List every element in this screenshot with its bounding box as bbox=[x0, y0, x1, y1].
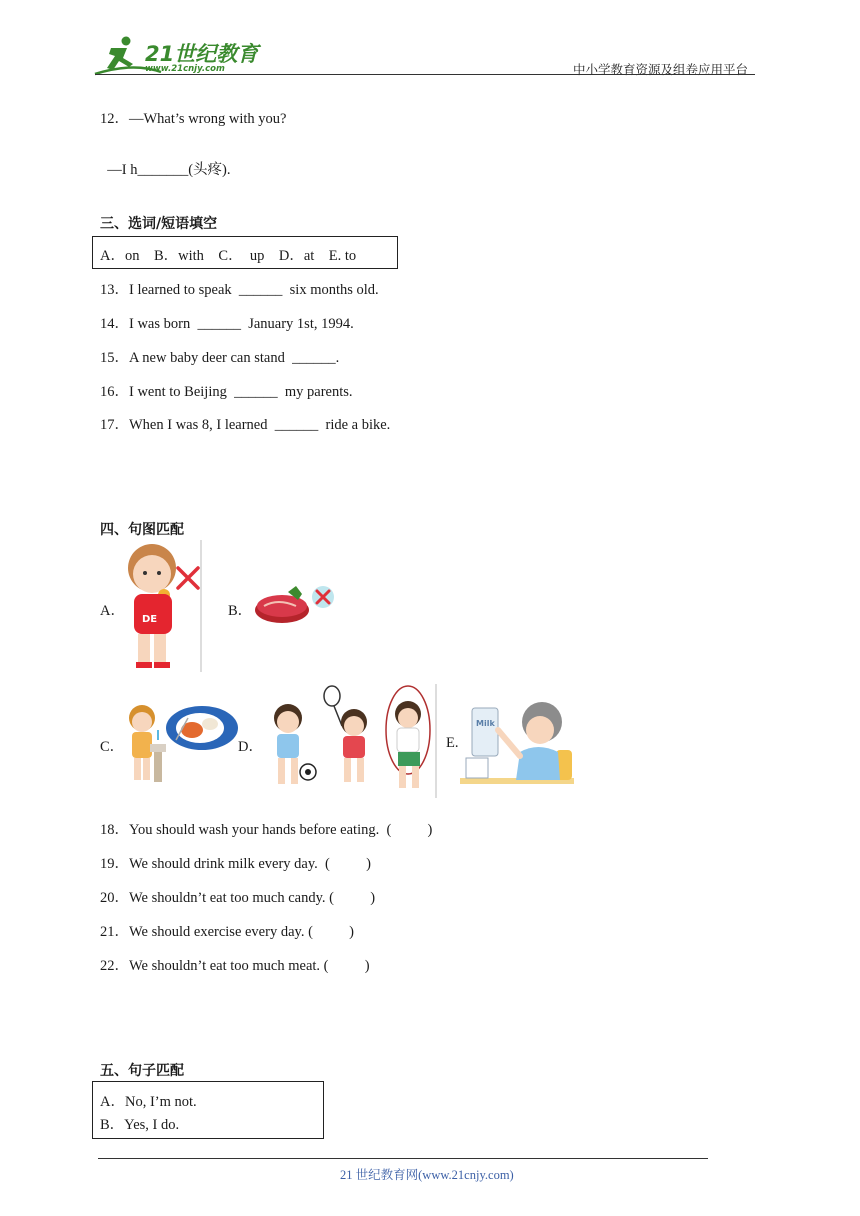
question-22: 22．We shouldn’t eat too much meat. ( ) bbox=[100, 958, 370, 974]
picture-a-label: A． bbox=[100, 603, 125, 619]
q12-line1: 12．—What’s wrong with you? bbox=[100, 111, 287, 127]
svg-text:DE: DE bbox=[142, 614, 158, 625]
section3-options: A．on B．with C． up D．at E. to bbox=[100, 248, 357, 264]
picture-a-boy-candy bbox=[122, 540, 204, 672]
section5-options-box bbox=[92, 1081, 324, 1139]
q12-blank: _______ bbox=[137, 162, 189, 178]
header-platform-text: 中小学教育资源及组卷应用平台 bbox=[573, 62, 749, 77]
picture-c-wash-hands bbox=[122, 700, 240, 788]
q12-prefix: —I h bbox=[107, 162, 138, 178]
question-19: 19．We should drink milk every day. ( ) bbox=[100, 856, 371, 872]
footer-divider bbox=[98, 1158, 708, 1159]
question-16: 16．I went to Beijing ______ my parents. bbox=[100, 384, 353, 400]
picture-b-meat bbox=[252, 582, 338, 628]
footer-text: 21 世纪教育网(www.21cnjy.com) bbox=[340, 1168, 514, 1182]
picture-c-label: C． bbox=[100, 739, 125, 755]
question-14: 14．I was born ______ January 1st, 1994. bbox=[100, 316, 354, 332]
section5-title: 五、句子匹配 bbox=[100, 1063, 184, 1079]
logo-main-text: 21世纪教育 bbox=[145, 42, 259, 66]
question-18: 18．You should wash your hands before eating. ( ) bbox=[100, 822, 433, 838]
q12-hint: (头疼). bbox=[188, 162, 231, 178]
question-21: 21．We should exercise every day. ( ) bbox=[100, 924, 354, 940]
question-20: 20．We shouldn’t eat too much candy. ( ) bbox=[100, 890, 376, 906]
picture-e-milk bbox=[460, 700, 574, 786]
section3-options-box bbox=[92, 236, 398, 269]
header-logo bbox=[93, 34, 263, 78]
section3-title: 三、选词/短语填空 bbox=[100, 216, 218, 232]
logo-url-text: www.21cnjy.com bbox=[145, 64, 225, 74]
picture-e-label: E. bbox=[446, 735, 459, 751]
section4-title: 四、句图匹配 bbox=[100, 522, 184, 538]
picture-d-exercise bbox=[258, 684, 438, 798]
q12-line2 bbox=[100, 141, 231, 179]
picture-b-label: B． bbox=[228, 603, 253, 619]
cross-icon bbox=[178, 568, 198, 588]
question-15: 15．A new baby deer can stand ______. bbox=[100, 350, 340, 366]
question-17: 17．When I was 8, I learned ______ ride a bike. bbox=[100, 417, 391, 433]
section5-option-b: B．Yes, I do. bbox=[100, 1117, 180, 1133]
section5-option-a: A．No, I’m not. bbox=[100, 1094, 197, 1110]
header-divider bbox=[95, 74, 755, 75]
milk-label: Milk bbox=[476, 719, 495, 728]
picture-d-label: D． bbox=[238, 739, 263, 755]
question-13: 13．I learned to speak ______ six months old. bbox=[100, 282, 379, 298]
